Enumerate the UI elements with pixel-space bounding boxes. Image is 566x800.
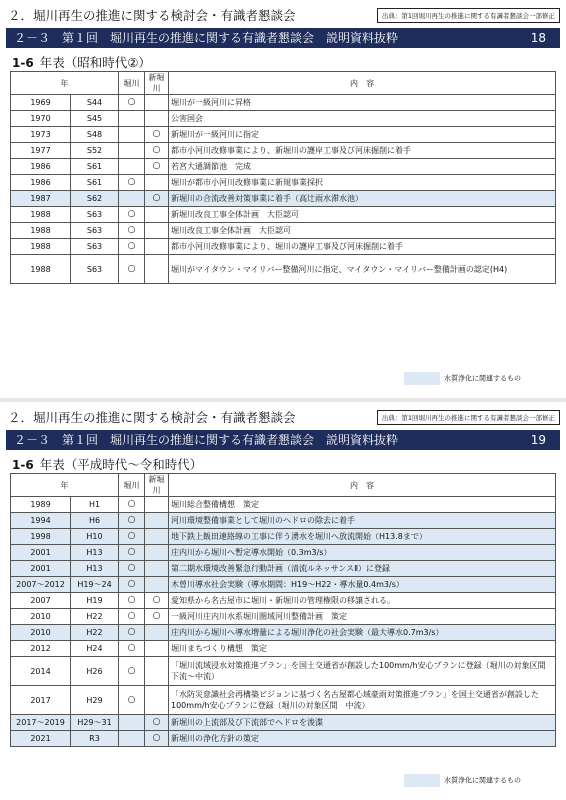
year-cell: 2001	[11, 545, 71, 561]
era-cell: H19	[71, 593, 119, 609]
col-content: 内 容	[169, 474, 556, 497]
source-note: 出典：第1回堀川再生の推進に関する有識者懇談会一部修正	[377, 410, 560, 425]
table-row	[11, 95, 556, 111]
era-cell: S44	[71, 95, 119, 111]
year-cell: 2014	[11, 657, 71, 686]
horikawa-mark: ○	[119, 545, 145, 561]
shinhorikawa-mark: ○	[145, 715, 169, 731]
year-cell: 2007	[11, 593, 71, 609]
slide-banner	[6, 430, 560, 450]
year-cell: 1998	[11, 529, 71, 545]
shinhorikawa-mark: ○	[145, 127, 169, 143]
table-row	[11, 497, 556, 513]
section-number: 1-6	[12, 56, 34, 70]
horikawa-mark: ○	[119, 529, 145, 545]
table-body	[11, 497, 556, 747]
shinhorikawa-mark	[145, 239, 169, 255]
table-row	[11, 641, 556, 657]
year-cell: 1986	[11, 175, 71, 191]
content-cell: 庄内川から堀川へ暫定導水開始（0.3m3/s）	[169, 545, 556, 561]
horikawa-mark	[119, 159, 145, 175]
table-row	[11, 625, 556, 641]
table-row	[11, 529, 556, 545]
shinhorikawa-mark: ○	[145, 593, 169, 609]
shinhorikawa-mark	[145, 513, 169, 529]
shinhorikawa-mark	[145, 545, 169, 561]
era-cell: S63	[71, 207, 119, 223]
era-cell: S48	[71, 127, 119, 143]
shinhorikawa-mark	[145, 625, 169, 641]
content-cell: 都市小河川改修事業により、新堀川の護岸工事及び河床掘削に着手	[169, 143, 556, 159]
section-title: 年表（昭和時代②）	[39, 55, 151, 70]
era-cell: S45	[71, 111, 119, 127]
shinhorikawa-mark	[145, 497, 169, 513]
shinhorikawa-mark	[145, 529, 169, 545]
year-cell: 1977	[11, 143, 71, 159]
table-row	[11, 731, 556, 747]
table-row	[11, 561, 556, 577]
era-cell: S63	[71, 239, 119, 255]
shinhorikawa-mark	[145, 577, 169, 593]
horikawa-mark: ○	[119, 207, 145, 223]
horikawa-mark	[119, 127, 145, 143]
legend-swatch	[404, 774, 440, 787]
year-cell: 2021	[11, 731, 71, 747]
year-cell: 2010	[11, 609, 71, 625]
content-cell: 堀川改良工事全体計画 大臣認可	[169, 223, 556, 239]
col-shinhorikawa: 新堀川	[145, 474, 169, 497]
horikawa-mark: ○	[119, 577, 145, 593]
content-cell: 堀川まちづくり構想 策定	[169, 641, 556, 657]
year-cell: 1989	[11, 497, 71, 513]
shinhorikawa-mark	[145, 95, 169, 111]
horikawa-mark: ○	[119, 175, 145, 191]
table-body	[11, 95, 556, 284]
timeline-table	[10, 473, 556, 747]
table-row	[11, 239, 556, 255]
horikawa-mark: ○	[119, 641, 145, 657]
year-cell: 2007～2012	[11, 577, 71, 593]
section-heading	[12, 53, 151, 71]
shinhorikawa-mark	[145, 207, 169, 223]
year-cell: 2017	[11, 686, 71, 715]
content-cell: 堀川が一級河川に昇格	[169, 95, 556, 111]
table-header-row	[11, 474, 556, 497]
horikawa-mark	[119, 143, 145, 159]
shinhorikawa-mark	[145, 641, 169, 657]
table-row	[11, 545, 556, 561]
content-cell: 第二期水環境改善緊急行動計画（清流ルネッサンスⅡ）に登録	[169, 561, 556, 577]
content-cell: 堀川総合整備構想 策定	[169, 497, 556, 513]
table-row	[11, 223, 556, 239]
year-cell: 1988	[11, 207, 71, 223]
content-cell: 河川環境整備事業として堀川のヘドロの除去に着手	[169, 513, 556, 529]
era-cell: H10	[71, 529, 119, 545]
page-number: 19	[530, 433, 546, 447]
table-row	[11, 657, 556, 686]
page-number: 18	[530, 31, 546, 45]
horikawa-mark: ○	[119, 513, 145, 529]
shinhorikawa-mark	[145, 223, 169, 239]
era-cell: S61	[71, 159, 119, 175]
horikawa-mark: ○	[119, 255, 145, 284]
horikawa-mark: ○	[119, 593, 145, 609]
era-cell: H13	[71, 561, 119, 577]
horikawa-mark: ○	[119, 609, 145, 625]
era-cell: H24	[71, 641, 119, 657]
era-cell: H13	[71, 545, 119, 561]
table-row	[11, 191, 556, 207]
content-cell: 新堀川の上流部及び下流部でヘドロを浚渫	[169, 715, 556, 731]
year-cell: 1988	[11, 255, 71, 284]
shinhorikawa-mark	[145, 175, 169, 191]
table-row	[11, 175, 556, 191]
slide-18	[0, 0, 566, 398]
header-title: ２．堀川再生の推進に関する検討会・有識者懇談会	[8, 410, 296, 425]
table-row	[11, 159, 556, 175]
era-cell: H26	[71, 657, 119, 686]
legend	[404, 774, 521, 787]
section-title: 年表（平成時代～令和時代）	[39, 457, 203, 472]
table-row	[11, 715, 556, 731]
content-cell: 愛知県から名古屋市に堀川・新堀川の管理権限の移譲される。	[169, 593, 556, 609]
year-cell: 1987	[11, 191, 71, 207]
era-cell: H22	[71, 625, 119, 641]
col-horikawa: 堀川	[119, 474, 145, 497]
era-cell: H1	[71, 497, 119, 513]
shinhorikawa-mark	[145, 111, 169, 127]
content-cell: 若宮大通調節池 完成	[169, 159, 556, 175]
horikawa-mark: ○	[119, 561, 145, 577]
shinhorikawa-mark	[145, 255, 169, 284]
col-horikawa: 堀川	[119, 72, 145, 95]
content-cell: 「水防災意識社会再構築ビジョンに基づく名古屋都心域豪雨対策推進プラン」を国土交通省が創設した100mm/h安心プランに登録（堀川の対象区間 中流）	[169, 686, 556, 715]
year-cell: 2012	[11, 641, 71, 657]
year-cell: 2010	[11, 625, 71, 641]
content-cell: 新堀川の浄化方針の策定	[169, 731, 556, 747]
table-row	[11, 577, 556, 593]
section-heading	[12, 455, 202, 473]
horikawa-mark: ○	[119, 95, 145, 111]
content-cell: 庄内川から堀川へ導水増量による堀川浄化の社会実験（最大導水0.7m3/s）	[169, 625, 556, 641]
era-cell: S63	[71, 255, 119, 284]
year-cell: 1970	[11, 111, 71, 127]
legend-swatch	[404, 372, 440, 385]
horikawa-mark	[119, 191, 145, 207]
content-cell: 「堀川流域浸水対策推進プラン」を国土交通省が創設した100mm/h安心プランに登録（堀川の対象区間 下流～中流）	[169, 657, 556, 686]
content-cell: 都市小河川改修事業により、堀川の護岸工事及び河床掘削に着手	[169, 239, 556, 255]
horikawa-mark: ○	[119, 239, 145, 255]
legend-label: 水質浄化に関連するもの	[444, 374, 521, 383]
banner-title: ２－３ 第１回 堀川再生の推進に関する有識者懇談会 説明資料抜粋	[14, 31, 399, 45]
shinhorikawa-mark: ○	[145, 143, 169, 159]
era-cell: S61	[71, 175, 119, 191]
legend-label: 水質浄化に関連するもの	[444, 776, 521, 785]
year-cell: 1988	[11, 223, 71, 239]
content-cell: 新堀川が一級河川に指定	[169, 127, 556, 143]
era-cell: H19～24	[71, 577, 119, 593]
horikawa-mark: ○	[119, 223, 145, 239]
col-year: 年	[11, 72, 119, 95]
slide-banner	[6, 28, 560, 48]
content-cell: 一級河川庄内川水系堀川圏域河川整備計画 策定	[169, 609, 556, 625]
horikawa-mark	[119, 731, 145, 747]
shinhorikawa-mark: ○	[145, 731, 169, 747]
header-title: ２．堀川再生の推進に関する検討会・有識者懇談会	[8, 8, 296, 23]
legend	[404, 372, 521, 385]
shinhorikawa-mark: ○	[145, 609, 169, 625]
era-cell: H22	[71, 609, 119, 625]
year-cell: 1973	[11, 127, 71, 143]
content-cell: 堀川が都市小河川改修事業に新規事業採択	[169, 175, 556, 191]
col-content: 内 容	[169, 72, 556, 95]
era-cell: S52	[71, 143, 119, 159]
table-row	[11, 609, 556, 625]
shinhorikawa-mark: ○	[145, 191, 169, 207]
section-number: 1-6	[12, 458, 34, 472]
year-cell: 1988	[11, 239, 71, 255]
shinhorikawa-mark	[145, 686, 169, 715]
table-row	[11, 593, 556, 609]
horikawa-mark	[119, 715, 145, 731]
content-cell: 木曽川導水社会実験（導水期間：H19～H22・導水量0.4m3/s）	[169, 577, 556, 593]
table-row	[11, 513, 556, 529]
year-cell: 2017～2019	[11, 715, 71, 731]
table-row	[11, 143, 556, 159]
col-shinhorikawa: 新堀川	[145, 72, 169, 95]
year-cell: 1969	[11, 95, 71, 111]
era-cell: S62	[71, 191, 119, 207]
banner-title: ２－３ 第１回 堀川再生の推進に関する有識者懇談会 説明資料抜粋	[14, 433, 399, 447]
horikawa-mark: ○	[119, 657, 145, 686]
slide-19	[0, 402, 566, 800]
year-cell: 1986	[11, 159, 71, 175]
shinhorikawa-mark: ○	[145, 159, 169, 175]
table-row	[11, 207, 556, 223]
table-row	[11, 111, 556, 127]
horikawa-mark	[119, 111, 145, 127]
era-cell: H6	[71, 513, 119, 529]
content-cell: 新堀川の合流改善対策事業に着手（高辻雨水滞水池）	[169, 191, 556, 207]
source-note: 出典：第1回堀川再生の推進に関する有識者懇談会一部修正	[377, 8, 560, 23]
timeline-table	[10, 71, 556, 284]
horikawa-mark: ○	[119, 686, 145, 715]
content-cell: 地下鉄上飯田連絡線の工事に伴う湧水を堀川へ放流開始（H13.8まで）	[169, 529, 556, 545]
shinhorikawa-mark	[145, 657, 169, 686]
era-cell: R3	[71, 731, 119, 747]
horikawa-mark: ○	[119, 625, 145, 641]
era-cell: S63	[71, 223, 119, 239]
table-row	[11, 686, 556, 715]
era-cell: H29～31	[71, 715, 119, 731]
col-year: 年	[11, 474, 119, 497]
horikawa-mark: ○	[119, 497, 145, 513]
shinhorikawa-mark	[145, 561, 169, 577]
content-cell: 新堀川改良工事全体計画 大臣認可	[169, 207, 556, 223]
table-row	[11, 255, 556, 284]
table-row	[11, 127, 556, 143]
year-cell: 1994	[11, 513, 71, 529]
content-cell: 堀川がマイタウン・マイリバー整備河川に指定、マイタウン・マイリバー整備計画の認定(H4)	[169, 255, 556, 284]
year-cell: 2001	[11, 561, 71, 577]
table-header-row	[11, 72, 556, 95]
era-cell: H29	[71, 686, 119, 715]
content-cell: 公害国会	[169, 111, 556, 127]
